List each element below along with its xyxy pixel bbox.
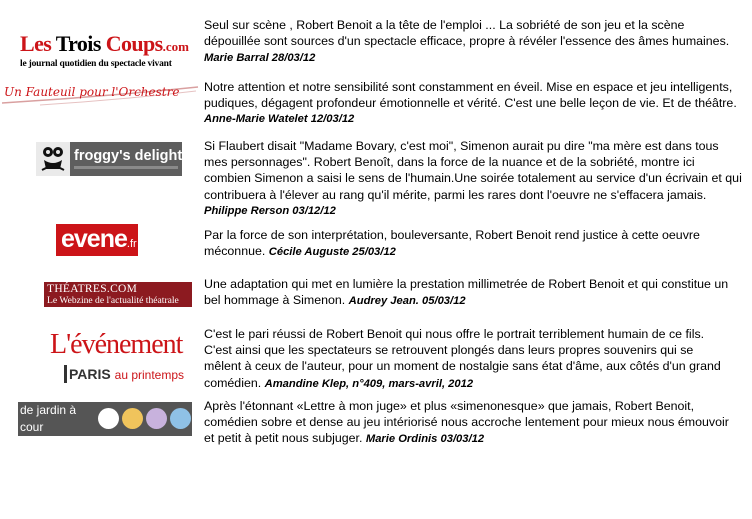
theatres-com-title: THÉATRES.COM [47, 283, 138, 295]
lilac-dot-icon [146, 408, 167, 429]
review-text: Si Flaubert disait "Madame Bovary, c'est moi", Simenon aurait pu dire "ma mère est dans tous mes personnages". Robert Benoît, dans la force de la nuance et de la sobriété, montre ici combien Simenon a saisi le sens de l'humain.Une soirée totalement au service d'un écrivain et qui contribuera à l'élever au rang qu'il mérite, parmi les rares dont l'oeuvre ne s'effacera jamais. [204, 139, 742, 202]
review-froggys-delight [204, 138, 742, 219]
froggys-delight-text: froggy's delight [74, 148, 183, 164]
review-author: Philippe Rerson 03/12/12 [204, 204, 336, 217]
fauteuil-logo-text: Un Fauteuil pour l'Orchestre [4, 85, 180, 99]
evene-logo[interactable] [56, 224, 138, 256]
review-text: Notre attention et notre sensibilité sont constamment en éveil. Mise en espace et jeu intelligents, pudiques, dégagent profondeur émotionnelle et vérité. C'est une belle leçon de vie. Et de théâtre. [204, 80, 737, 111]
review-fauteuil [204, 79, 752, 128]
yellow-dot-icon [122, 408, 143, 429]
review-author: Audrey Jean. 05/03/12 [348, 295, 466, 308]
white-dot-icon [98, 408, 119, 429]
evenement-title: L'événement [50, 329, 183, 360]
review-evene [204, 227, 714, 260]
theatres-com-tagline: Le Webzine de l'actualité théatrale [47, 295, 179, 306]
review-text: Seul sur scène , Robert Benoit a la tête de l'emploi ... La sobriété de son jeu et la scène dépouillée sont sources d'un spectacle efficace, propre à révéler l'essence des âmes humaines. [204, 18, 730, 49]
evenement-paris: PARIS au printemps [64, 365, 184, 383]
review-author: Cécile Auguste 25/03/12 [268, 246, 396, 259]
les-trois-coups-tagline: le journal quotidien du spectacle vivant [20, 59, 172, 69]
blue-dot-icon [170, 408, 191, 429]
djac-line2: cour [20, 420, 44, 434]
evene-logo-text: evene.fr [61, 225, 137, 253]
review-evenement [204, 326, 724, 392]
froggys-delight-strap [74, 166, 178, 169]
review-author: Anne-Marie Watelet 12/03/12 [204, 113, 355, 126]
theatres-com-logo[interactable] [44, 282, 192, 307]
review-theatres-com [204, 276, 734, 309]
review-text: Par la force de son interprétation, bouleversante, Robert Benoit rend justice à cette oeuvre méconnue. [204, 228, 700, 259]
evenement-logo[interactable] [50, 329, 196, 385]
review-author: Amandine Klep, n°409, mars-avril, 2012 [264, 377, 474, 390]
les-trois-coups-wordmark: Les Trois Coups.com [20, 31, 189, 56]
frog-icon [36, 142, 70, 176]
paris-bar-icon [64, 365, 67, 383]
review-text: Après l'étonnant «Lettre à mon juge» et plus «simenonesque» que jamais, Robert Benoit, comédien sobre et dense au jeu intériorisé nous accroche lentement pour mieux nous émouvoir et petit à petit nous subjuger. [204, 399, 729, 446]
fauteuil-orchestre-logo[interactable] [0, 82, 200, 108]
review-author: Marie Ordinis 03/03/12 [365, 433, 485, 446]
review-de-jardin-a-cour [204, 398, 738, 448]
review-les-trois-coups [204, 17, 744, 67]
review-text: Une adaptation qui met en lumière la prestation millimetrée de Robert Benoit et qui constitue un bel hommage à Simenon. [204, 277, 729, 308]
review-author: Marie Barral 28/03/12 [204, 52, 316, 65]
de-jardin-a-cour-logo[interactable] [18, 402, 192, 436]
froggys-delight-logo[interactable] [36, 142, 182, 176]
les-trois-coups-logo[interactable] [20, 33, 198, 68]
review-text: C'est le pari réussi de Robert Benoit qui nous offre le portrait terriblement humain de ce fils. C'est ainsi que les spectateurs se retrouvent plongés dans leurs propres souvenirs qui se mêlent à ceux de l'auteur, pour un moment de nostalgie sans état d'âme, aux côtés d'un grand comédien. [204, 327, 721, 390]
djac-line1: de jardin à [20, 403, 77, 417]
